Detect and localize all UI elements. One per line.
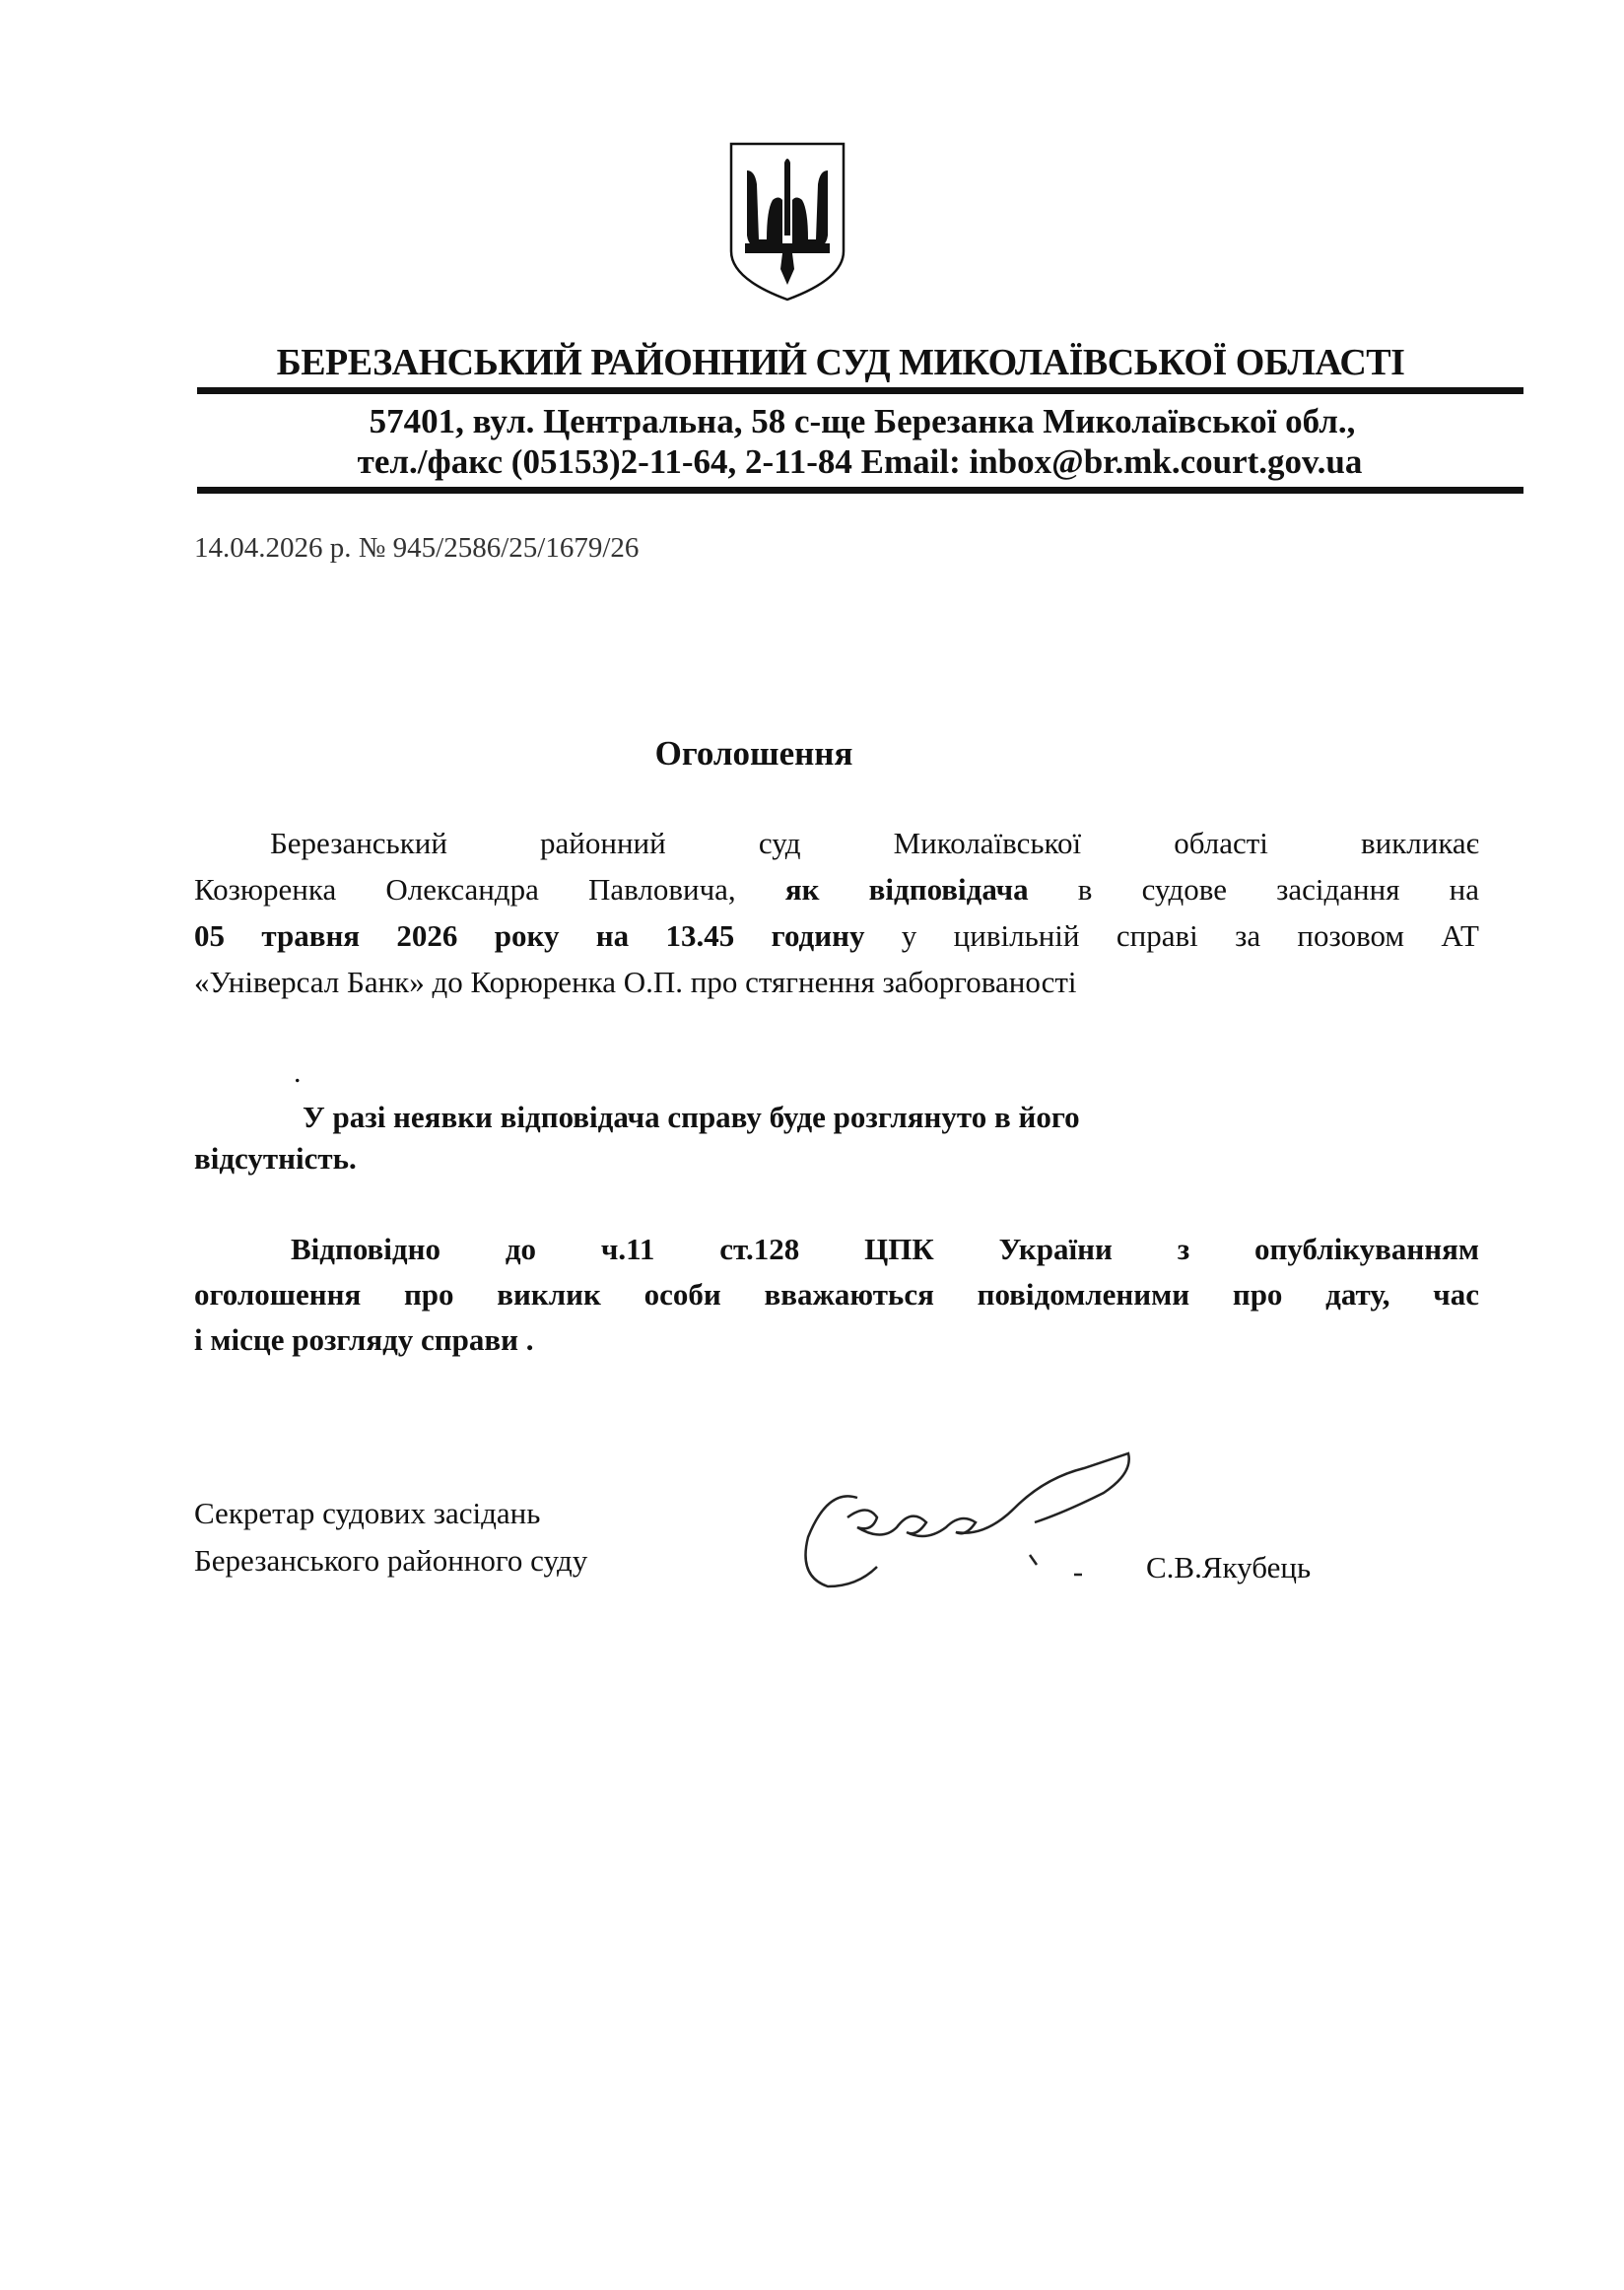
paragraph-line: [194, 872, 1479, 911]
coat-of-arms-icon: [727, 141, 847, 303]
header-divider-bottom: [197, 487, 1523, 494]
text: у цивільній справі за позовом АТ: [864, 918, 1479, 953]
hearing-datetime: 05 травня 2026 року на 13.45 годину: [194, 918, 865, 953]
stray-dot: .: [294, 1056, 302, 1089]
paragraph-line: [194, 918, 1479, 958]
bold-text: як відповідача: [784, 872, 1029, 907]
court-address: 57401, вул. Центральна, 58 с-ще Березанка Миколаївської обл.,: [369, 402, 1356, 440]
paragraph-line: відсутність.: [194, 1141, 357, 1176]
text: в судове засідання на: [1028, 872, 1479, 907]
paragraph-line: і місце розгляду справи .: [194, 1322, 534, 1357]
paragraph-line: Березанський районний суд Миколаївської області викликає: [270, 826, 1479, 860]
court-contacts: тел./факс (05153)2-11-64, 2-11-84 Email: inbox@br.mk.court.gov.ua: [357, 442, 1363, 481]
paragraph-line: Відповідно до ч.11 ст.128 ЦПК України з опублікуванням: [291, 1232, 1479, 1266]
signatory-name: С.В.Якубець: [1146, 1550, 1312, 1584]
signatory-court: Березанського районного суду: [194, 1543, 588, 1578]
handwritten-signature: [788, 1448, 1153, 1596]
paragraph-line: оголошення про виклик особи вважаються повідомленими про дату, час: [194, 1277, 1479, 1312]
header-divider: [197, 387, 1523, 394]
document-heading: Оголошення: [654, 734, 853, 773]
court-name: БЕРЕЗАНСЬКИЙ РАЙОННИЙ СУД МИКОЛАЇВСЬКОЇ ОБЛАСТІ: [276, 342, 1405, 383]
text: Козюренка Олександра Павловича,: [194, 872, 785, 907]
signatory-title: Секретар судових засідань: [194, 1496, 541, 1530]
paragraph-line: У разі неявки відповідача справу буде розглянуто в його: [303, 1100, 1080, 1134]
paragraph-line: «Універсал Банк» до Корюренка О.П. про стягнення заборгованості: [194, 965, 1077, 999]
document-reference: 14.04.2026 р. № 945/2586/25/1679/26: [194, 532, 640, 564]
